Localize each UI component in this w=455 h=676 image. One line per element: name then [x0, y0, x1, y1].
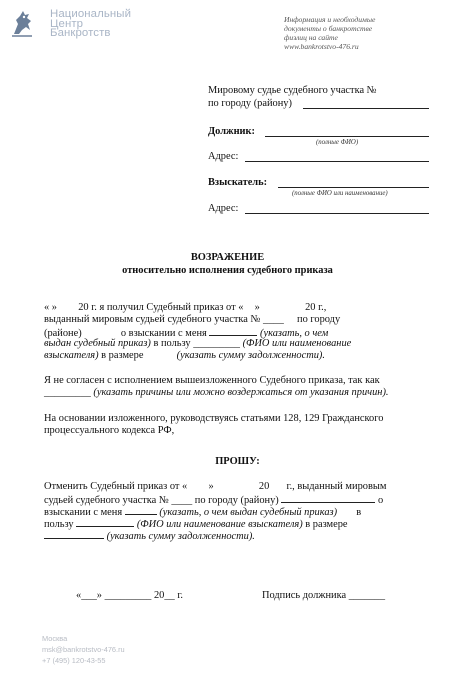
signature-date	[76, 590, 183, 602]
court-number-blank[interactable]: ____	[263, 314, 284, 325]
recovery-text: о взыскании с меня	[120, 328, 207, 339]
req-about-text: о	[377, 495, 384, 506]
brand-logo	[10, 8, 160, 40]
claimant-name-blank[interactable]	[278, 187, 429, 188]
header-info-line-1: Информация и необходимые	[284, 15, 376, 24]
footer-contacts	[42, 633, 125, 667]
addressee-line-2: по городу (району)	[208, 98, 292, 109]
favor-text: в пользу	[153, 338, 191, 349]
req-in-text: в	[356, 507, 362, 518]
knight-emblem-icon	[10, 8, 36, 38]
req-recovery-text: взыскании с меня	[44, 507, 123, 518]
req-favor-text: пользу	[44, 519, 74, 530]
reason-hint: (указать причины или можно воздержаться от указания причин).	[93, 387, 389, 398]
req-amount-text: в размере	[305, 519, 348, 530]
brand-name	[50, 10, 131, 39]
signature-label: Подпись должника	[262, 590, 347, 601]
req-amount-hint: (указать сумму задолженности).	[106, 531, 255, 542]
request-heading: ПРОШУ:	[215, 456, 260, 467]
city-text: по городу	[297, 314, 341, 325]
received-date-quotes: « »	[44, 302, 57, 313]
court-text: выданный мировым судьей судебного участка №	[44, 314, 261, 325]
footer-phone[interactable]: +7 (495) 120-43-55	[42, 656, 106, 666]
req-court-text: судьей судебного участка №	[44, 495, 169, 506]
signature-line[interactable]: _______	[348, 590, 386, 601]
claimant-hint: (полные ФИО или наименование)	[292, 190, 388, 197]
claimant-hint-start: (ФИО или наименование	[242, 338, 352, 349]
header-info-line-2: документы о банкротстве	[284, 23, 373, 33]
district-text: (районе)	[44, 328, 82, 339]
req-city-text: по городу (району)	[194, 495, 279, 506]
para2-line-2	[44, 387, 389, 399]
brand-line-1: Национальный	[50, 8, 132, 20]
cancel-issued-text: г., выданный мировым	[286, 481, 387, 492]
debtor-label: Должник:	[208, 126, 255, 137]
claimant-address-label: Адрес:	[208, 203, 239, 214]
footer-city: Москва	[42, 634, 68, 643]
claimant-blank[interactable]: _________	[193, 338, 240, 349]
para3-line-2: процессуального кодекса РФ,	[44, 425, 175, 436]
signature-month-blank[interactable]: _________	[104, 590, 152, 601]
req-claimant-blank[interactable]	[76, 517, 134, 527]
brand-line-3: Банкротств	[50, 27, 111, 40]
debtor-address-blank[interactable]	[245, 161, 429, 162]
para1-line-2	[44, 314, 340, 326]
brand-line-2: Центр	[50, 17, 84, 30]
footer-email[interactable]: msk@bankrotstvo-476.ru	[42, 645, 125, 655]
subject-hint: (указать, о чем	[260, 328, 329, 339]
debtor-address-label: Адрес:	[208, 151, 239, 162]
req-court-number-blank[interactable]: ____	[171, 495, 193, 506]
signature-year: 20__ г.	[153, 590, 184, 601]
signature-day-blank[interactable]: «___»	[76, 590, 102, 601]
claimant-label: Взыскатель:	[208, 177, 268, 188]
debtor-name-blank[interactable]	[265, 136, 429, 137]
req-district-blank[interactable]	[281, 493, 375, 503]
signature-block	[262, 590, 385, 602]
subject-blank[interactable]	[209, 326, 257, 336]
para3-line-1: На основании изложенного, руководствуясь статьями 128, 129 Гражданского	[44, 413, 384, 424]
request-line-5	[44, 529, 255, 543]
debtor-hint: (полные ФИО)	[316, 139, 359, 146]
district-blank[interactable]	[303, 108, 429, 109]
reason-blank[interactable]: _________	[44, 387, 91, 398]
req-claimant-hint: (ФИО или наименование взыскателя)	[136, 519, 303, 530]
header-info-line-3: физлиц на сайте	[284, 32, 338, 42]
received-text: 20 г. я получил Судебный приказ от «	[78, 302, 244, 313]
addressee-line-1: Мировому судье судебного участка №	[208, 85, 377, 96]
document-subtitle: относительно исполнения судебного приказа	[122, 265, 333, 276]
order-date-quote: »	[254, 302, 260, 313]
cancel-year: 20	[258, 481, 270, 492]
subject-hint-end: выдан судебный приказ)	[44, 338, 151, 349]
amount-hint: (указать сумму задолженности).	[176, 350, 325, 361]
header-info	[284, 16, 449, 52]
para1-line-4	[44, 338, 351, 350]
cancel-date-quote: »	[208, 481, 214, 492]
para1-line-1	[44, 302, 326, 314]
amount-text: в размере	[101, 350, 144, 361]
req-subject-blank[interactable]	[125, 505, 157, 515]
claimant-hint-end: взыскателя)	[44, 350, 99, 361]
request-line-1	[44, 481, 386, 493]
req-amount-blank[interactable]	[44, 529, 104, 539]
req-subject-hint: (указать, о чем выдан судебный приказ)	[159, 507, 338, 518]
cancel-text: Отменить Судебный приказ от «	[44, 481, 188, 492]
order-year: 20 г.,	[305, 302, 327, 313]
para2-line-1: Я не согласен с исполнением вышеизложенного Судебного приказа, так как	[44, 375, 380, 386]
header-info-website: www.bankrotstvo-476.ru	[284, 41, 359, 51]
claimant-address-blank[interactable]	[245, 213, 429, 214]
document-title: ВОЗРАЖЕНИЕ	[190, 252, 265, 263]
para1-line-5	[44, 350, 325, 362]
